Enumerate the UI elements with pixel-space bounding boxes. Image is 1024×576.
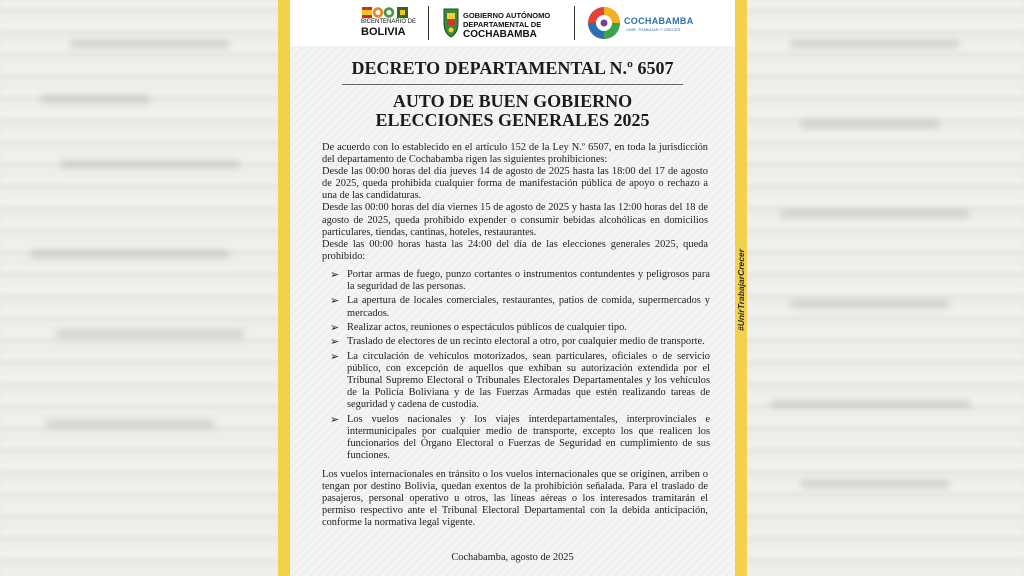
document-title bbox=[290, 92, 735, 130]
arrow-bullet-icon: ➢ bbox=[330, 321, 340, 334]
cochabamba-tagline: UNIR, TRABAJAR Y CRECER bbox=[626, 27, 681, 32]
closing-paragraph: Los vuelos internacionales en tránsito o los vuelos internacionales que se originen, arriben o tengan por destino Bolivia, quedan exentos de la prohibición señalada. Para el traslado de pasajeros, personal operativo u otros, las líneas aéreas o los interesados tramitarán el permiso respectivo ante el Tribunal Electoral Departamental con la debida anticipación, conforme la normativa legal vigente. bbox=[322, 469, 708, 529]
yellow-frame bbox=[278, 0, 747, 576]
hashtag-text: #UnirTrabajarCrecer bbox=[736, 248, 746, 332]
list-item bbox=[330, 322, 710, 334]
header-divider bbox=[428, 6, 429, 40]
gobierno-line-2: DEPARTAMENTAL DE bbox=[463, 20, 542, 29]
intro-paragraphs bbox=[322, 142, 708, 263]
arrow-bullet-icon: ➢ bbox=[330, 413, 340, 426]
place-and-date: Cochabamba, agosto de 2025 bbox=[451, 552, 574, 563]
decree-document bbox=[290, 0, 735, 576]
paragraph: Desde las 00:00 horas hasta las 24:00 del día de las elecciones generales 2025, queda prohibido: bbox=[322, 238, 708, 262]
arrow-bullet-icon: ➢ bbox=[330, 295, 340, 308]
list-item bbox=[330, 269, 710, 293]
list-item-text: Realizar actos, reuniones o espectáculos públicos de cualquier tipo. bbox=[347, 321, 627, 333]
arrow-bullet-icon: ➢ bbox=[330, 350, 340, 363]
cochabamba-brand: COCHABAMBA bbox=[624, 16, 694, 26]
coat-of-arms-icon bbox=[441, 5, 461, 41]
list-item bbox=[330, 336, 710, 348]
prohibitions-list bbox=[330, 269, 710, 464]
arrow-bullet-icon: ➢ bbox=[330, 269, 340, 281]
title-line-2: ELECCIONES GENERALES 2025 bbox=[375, 110, 650, 130]
list-item-text: Los vuelos nacionales y los viajes interdepartamentales, interprovinciales e intermunicipales por cualquier medio de transporte, excepto los que realicen los funcionarios del Órgano Electoral o Fuerzas de Seguridad en cumplimiento de sus funciones. bbox=[347, 413, 710, 461]
arrow-bullet-icon: ➢ bbox=[330, 336, 340, 349]
list-item-text: Traslado de electores de un recinto electoral a otro, por cualquier medio de transporte. bbox=[347, 336, 705, 348]
logo-header bbox=[290, 0, 735, 46]
list-item bbox=[330, 295, 710, 319]
paragraph: Desde las 00:00 horas del día jueves 14 de agosto de 2025 hasta las 18:00 del 17 de agosto de 2025, queda prohibida cualquier forma de manifestación pública de apoyo o rechazo a una de las candidaturas. bbox=[322, 166, 708, 202]
list-item bbox=[330, 414, 710, 462]
title-underline bbox=[342, 84, 683, 85]
cochabamba-logo-icon bbox=[586, 5, 622, 41]
list-item-text: Portar armas de fuego, punzo cortantes o instrumentos contundentes y peligrosos para la seguridad de las personas. bbox=[347, 269, 710, 293]
header-divider bbox=[574, 6, 575, 40]
gobierno-line-1: GOBIERNO AUTÓNOMO bbox=[463, 11, 551, 20]
title-line-1: AUTO DE BUEN GOBIERNO bbox=[392, 91, 633, 111]
list-item-text: La circulación de vehículos motorizados, sean particulares, oficiales o de servicio público, con excepción de aquellos que exhiban su autorización extendida por el Tribunal Supremo Electoral o Tribunales Electorales Departamentales y los vehículos de la Policía Boliviana y de las Fuerzas Armadas que estén realizando tareas de seguridad y cadena de custodia. bbox=[347, 350, 710, 411]
gobierno-line-3: COCHABAMBA bbox=[463, 29, 537, 40]
list-item-text: La apertura de locales comerciales, restaurantes, patios de comida, supermercados y mercados. bbox=[347, 295, 710, 319]
list-item bbox=[330, 351, 710, 411]
paragraph: De acuerdo con lo establecido en el artículo 152 de la Ley N.º 6507, en toda la jurisdicción del departamento de Cochabamba rigen las siguientes prohibiciones: bbox=[322, 142, 708, 166]
gobierno-logo-text bbox=[463, 11, 550, 40]
bolivia-label: BOLIVIA bbox=[361, 26, 406, 38]
paragraph: Desde las 00:00 horas del día viernes 15 de agosto de 2025 y hasta las 12:00 horas del 18 de agosto de 2025, queda prohibido expender o consumir bebidas alcohólicas en domicilios particulares, tiendas, cantinas, hoteles, restaurantes. bbox=[322, 202, 708, 238]
decree-number: DECRETO DEPARTAMENTAL N.º 6507 bbox=[351, 58, 674, 78]
bicentenario-label: BICENTENARIO DE bbox=[361, 19, 417, 25]
hashtag-vertical bbox=[736, 240, 746, 340]
